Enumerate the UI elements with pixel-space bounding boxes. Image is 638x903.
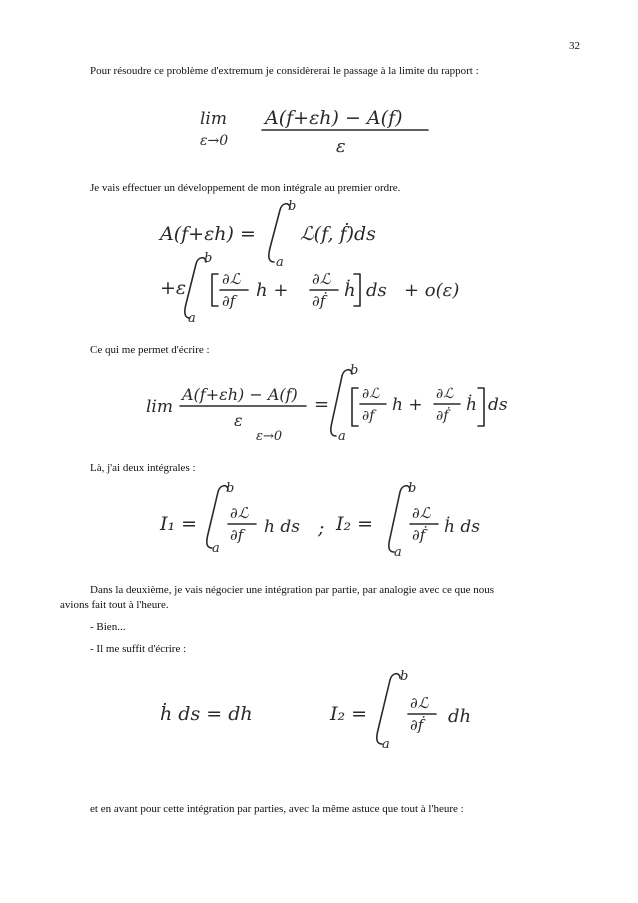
- eq2-dfdot: ∂ḟ: [312, 292, 326, 310]
- eq2-df: ∂f: [222, 292, 236, 310]
- eq2-dL-2: ∂ℒ: [312, 270, 331, 288]
- dialogue-suffit: - Il me suffit d'écrire :: [90, 643, 187, 655]
- eq2-hdot: ḣ: [344, 280, 356, 301]
- eq5-dL: ∂ℒ: [410, 694, 429, 712]
- paragraph-ecrire: Ce qui me permet d'écrire :: [90, 344, 210, 356]
- eq5-dfdot: ∂ḟ: [410, 716, 424, 734]
- eq5-lower-bound: a: [382, 737, 390, 752]
- eq5-integral-sign: [377, 674, 400, 744]
- eq2-dL: ∂ℒ: [222, 270, 241, 288]
- eq2-h-plus: h +: [256, 280, 289, 301]
- eq3-equals: =: [314, 394, 330, 415]
- paragraph-en-avant: et en avant pour cette intégration par parties, avec la même astuce que tout à l'heure :: [90, 803, 464, 815]
- eq5-dh: dh: [448, 706, 472, 727]
- eq3-h-plus: h +: [392, 395, 423, 415]
- eq2-lower-bound: a: [276, 255, 284, 270]
- eq4-separator: ;: [318, 517, 325, 539]
- eq3-df: ∂f: [362, 408, 375, 424]
- eq2-lhs: A(f+εh) =: [160, 223, 256, 245]
- eq4-dL-1: ∂ℒ: [230, 504, 249, 522]
- eq3-dL-2: ∂ℒ: [436, 386, 454, 402]
- eq4-I2: I₂ =: [336, 513, 374, 535]
- eq3-dfdot: ∂ḟ: [436, 408, 449, 424]
- eq3-ds: ds: [488, 395, 508, 415]
- paragraph-deuxieme-line1: Dans la deuxième, je vais négocier une intégration par partie, par analogie avec ce que nous: [90, 584, 495, 596]
- eq2-upper-bound: b: [288, 199, 297, 214]
- eq3-hdot: ḣ: [466, 395, 477, 415]
- eq4-df: ∂f: [230, 526, 244, 544]
- eq3-numerator: A(f+εh) − A(f): [182, 385, 298, 404]
- eq2-lagrangian-term: ℒ(f, ḟ)ds: [300, 223, 376, 245]
- eq3-lim: lim: [146, 397, 173, 417]
- eq3-denominator: ε: [234, 411, 243, 430]
- eq1-denominator: ε: [336, 136, 346, 157]
- eq1-numerator: A(f+εh) − A(f): [265, 107, 403, 129]
- eq2-upper-bound-2: b: [204, 251, 213, 266]
- paragraph-deux-integrales: Là, j'ai deux intégrales :: [90, 462, 196, 474]
- eq4-I1: I₁ =: [160, 513, 198, 535]
- eq3-upper-bound: b: [350, 363, 359, 378]
- page-number: 32: [569, 40, 580, 52]
- eq4-dfdot: ∂ḟ: [412, 526, 426, 544]
- eq5-upper-bound: b: [400, 669, 409, 684]
- eq1-subscript: ε→0: [200, 133, 229, 149]
- eq4-dL-2: ∂ℒ: [412, 504, 431, 522]
- eq2-epsilon: +ε: [160, 277, 187, 299]
- paragraph-deuxieme-line2: avions fait tout à l'heure.: [60, 599, 169, 611]
- eq3-dL: ∂ℒ: [362, 386, 380, 402]
- eq5-left: ḣ ds = dh: [160, 703, 253, 725]
- eq4-hdotds: ḣ ds: [444, 517, 480, 537]
- paragraph-extremum: Pour résoudre ce problème d'extremum je considèrerai le passage à la limite du rapport :: [90, 65, 479, 77]
- eq4-upper-bound-2: b: [408, 481, 417, 496]
- eq3-subscript: ε→0: [256, 429, 283, 444]
- eq4-lower-bound-2: a: [394, 545, 402, 560]
- eq5-I2: I₂ =: [330, 703, 368, 725]
- eq4-upper-bound-1: b: [226, 481, 235, 496]
- eq2-lower-bound-2: a: [188, 311, 196, 326]
- eq4-hds: h ds: [264, 517, 300, 537]
- eq3-lower-bound: a: [338, 429, 346, 444]
- eq2-ds: ds: [366, 280, 387, 301]
- dialogue-bien: - Bien...: [90, 621, 126, 633]
- eq2-little-o: + o(ε): [404, 280, 460, 301]
- eq4-lower-bound-1: a: [212, 541, 220, 556]
- paragraph-developpement: Je vais effectuer un développement de mon intégrale au premier ordre.: [90, 182, 401, 194]
- eq1-lim: lim: [200, 109, 227, 129]
